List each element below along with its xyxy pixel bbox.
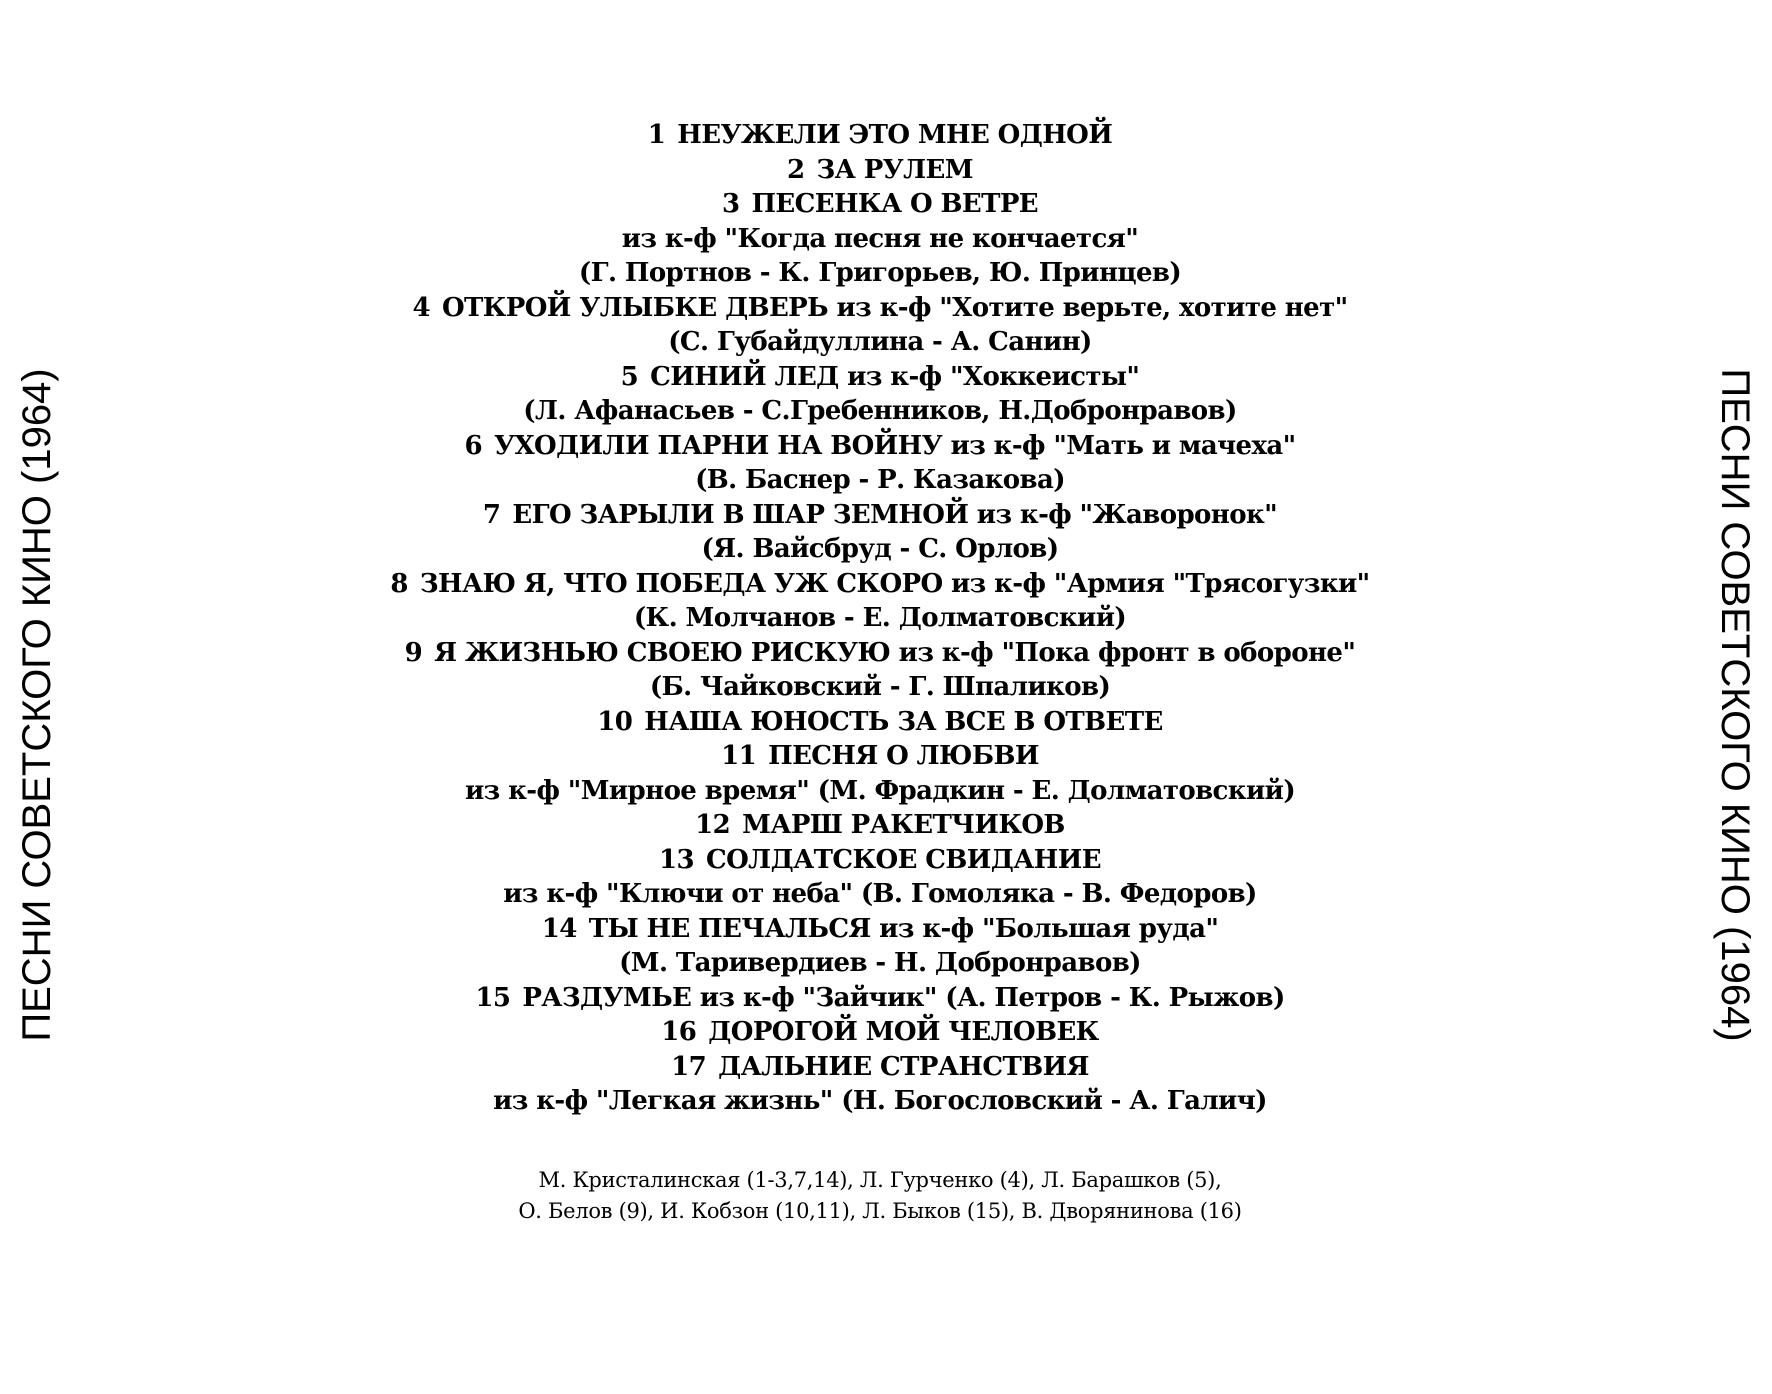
track-number: 3	[721, 189, 740, 219]
track-detail-line	[300, 394, 1460, 429]
track-line	[300, 153, 1460, 188]
track-detail-line	[300, 946, 1460, 981]
track-number: 8	[390, 568, 408, 599]
track-line	[300, 739, 1460, 774]
track-line	[300, 1015, 1460, 1050]
track-number: 16	[661, 1017, 697, 1047]
track-number: 10	[597, 706, 633, 737]
track-detail-line	[300, 463, 1460, 498]
track-detail-line	[300, 256, 1460, 291]
track-line	[300, 981, 1460, 1016]
track-title: ПЕСНЯ О ЛЮБВИ	[768, 741, 1039, 771]
track-line	[300, 1050, 1460, 1085]
track-title: ЕГО ЗАРЫЛИ В ШАР ЗЕМНОЙ из к-ф "Жаворонок"	[512, 499, 1278, 530]
track-line	[300, 187, 1460, 222]
track-title: СИНИЙ ЛЕД из к-ф "Хоккеисты"	[650, 361, 1140, 392]
track-number: 7	[482, 499, 501, 530]
track-detail-line	[300, 774, 1460, 809]
track-line	[300, 567, 1460, 602]
track-detail: (К. Молчанов - Е. Долматовский)	[633, 603, 1127, 633]
track-line	[300, 118, 1460, 153]
track-detail-line	[300, 325, 1460, 360]
spine-title-right: ПЕСНИ СОВЕТСКОГО КИНО (1964)	[1713, 368, 1757, 1042]
track-line	[300, 636, 1460, 671]
track-title: Я ЖИЗНЬЮ СВОЕЮ РИСКУЮ из к-ф "Пока фронт в обороне"	[434, 637, 1356, 668]
track-detail: (М. Таривердиев - Н. Добронравов)	[619, 948, 1141, 978]
track-detail: (В. Баснер - Р. Казакова)	[695, 465, 1065, 495]
track-number: 9	[404, 637, 423, 668]
track-line	[300, 808, 1460, 843]
tracklist	[300, 118, 1460, 1119]
track-number: 14	[541, 913, 577, 944]
track-line	[300, 498, 1460, 533]
track-line	[300, 291, 1460, 326]
performers-line-1: М. Кристалинская (1-3,7,14), Л. Гурченко (4), Л. Барашков (5),	[538, 1168, 1222, 1192]
track-line	[300, 429, 1460, 464]
track-detail: (Б. Чайковский - Г. Шпаликов)	[649, 672, 1111, 702]
track-detail-line	[300, 1084, 1460, 1119]
track-detail: (Г. Портнов - К. Григорьев, Ю. Принцев)	[578, 258, 1182, 288]
track-number: 6	[464, 430, 482, 461]
track-number: 1	[647, 120, 666, 150]
track-title: СОЛДАТСКОЕ СВИДАНИЕ	[706, 844, 1101, 875]
track-detail: из к-ф "Ключи от неба" (В. Гомоляка - В. Федоров)	[503, 879, 1257, 909]
track-number: 4	[412, 292, 430, 323]
track-detail: (Л. Афанасьев - С.Гребенников, Н.Добронравов)	[523, 396, 1237, 426]
spine-title-left: ПЕСНИ СОВЕТСКОГО КИНО (1964)	[15, 368, 59, 1042]
track-title: НЕУЖЕЛИ ЭТО МНЕ ОДНОЙ	[677, 120, 1113, 150]
track-title: УХОДИЛИ ПАРНИ НА ВОЙНУ из к-ф "Мать и мачеха"	[493, 430, 1296, 461]
track-detail-line	[300, 601, 1460, 636]
track-title: ДАЛЬНИЕ СТРАНСТВИЯ	[718, 1051, 1089, 1082]
track-title: ЗНАЮ Я, ЧТО ПОБЕДА УЖ СКОРО из к-ф "Армия "Трясогузки"	[419, 568, 1370, 599]
track-line	[300, 912, 1460, 947]
track-number: 15	[475, 982, 511, 1013]
track-title: ДОРОГОЙ МОЙ ЧЕЛОВЕК	[708, 1017, 1099, 1047]
track-detail: (С. Губайдуллина - А. Санин)	[668, 327, 1092, 357]
track-detail: (Я. Вайсбруд - С. Орлов)	[701, 534, 1059, 564]
track-detail: из к-ф "Мирное время" (М. Фрадкин - Е. Долматовский)	[464, 775, 1296, 806]
performers-line-2: О. Белов (9), И. Кобзон (10,11), Л. Быков (15), В. Дворянинова (16)	[518, 1199, 1242, 1223]
track-title: РАЗДУМЬЕ из к-ф "Зайчик" (А. Петров - К. Рыжов)	[522, 982, 1285, 1013]
track-detail: из к-ф "Когда песня не кончается"	[621, 223, 1139, 254]
track-detail-line	[300, 670, 1460, 705]
track-title: ТЫ НЕ ПЕЧАЛЬСЯ из к-ф "Большая руда"	[588, 913, 1219, 944]
track-number: 11	[721, 741, 757, 771]
track-detail-line	[300, 222, 1460, 257]
track-line	[300, 360, 1460, 395]
track-title: ОТКРОЙ УЛЫБКЕ ДВЕРЬ из к-ф "Хотите верьте, хотите нет"	[441, 292, 1348, 323]
track-title: НАША ЮНОСТЬ ЗА ВСЕ В ОТВЕТЕ	[644, 706, 1163, 737]
track-detail-line	[300, 532, 1460, 567]
track-number: 17	[671, 1051, 707, 1082]
track-title: ПЕСЕНКА О ВЕТРЕ	[751, 189, 1039, 219]
track-title: МАРШ РАКЕТЧИКОВ	[742, 810, 1065, 840]
track-number: 5	[620, 361, 639, 392]
track-detail-line	[300, 877, 1460, 912]
track-line	[300, 705, 1460, 740]
track-number: 13	[659, 844, 695, 875]
track-line	[300, 843, 1460, 878]
track-number: 12	[695, 810, 731, 840]
track-number: 2	[787, 154, 805, 185]
track-detail: из к-ф "Легкая жизнь" (Н. Богословский - А. Галич)	[493, 1086, 1267, 1116]
track-title: ЗА РУЛЕМ	[816, 154, 973, 185]
performers-credits	[300, 1165, 1460, 1227]
